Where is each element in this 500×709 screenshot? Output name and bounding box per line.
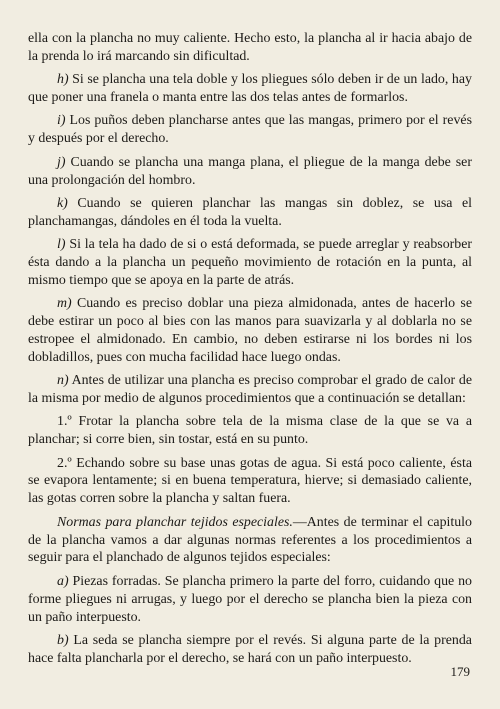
paragraph-h	[28, 71, 472, 107]
paragraph-text: Echando sobre su base unas gotas de agua. Si está poco caliente, ésta se evapora lentamente; si en buena temperatura, hierve; si demasiado caliente, las gotas corren sobre la plancha y saltan fuera.	[28, 455, 472, 507]
paragraph-j	[28, 154, 472, 190]
paragraph-text: Si se plancha una tela doble y los pliegues sólo deben ir de un lado, hay que poner una franela o manta entre las dos telas antes de formarlos.	[28, 72, 472, 106]
paragraph-marker: l)	[57, 237, 66, 253]
paragraph-l	[28, 236, 472, 290]
section-heading: Normas para planchar tejidos especiales.	[57, 514, 293, 530]
paragraph-i	[28, 112, 472, 148]
paragraph-text: ella con la plancha no muy caliente. Hecho esto, la plancha al ir hacia abajo de la prenda lo irá marcando sin dificultad.	[28, 31, 472, 64]
paragraph-text: Cuando se quieren planchar las mangas sin doblez, se usa el planchamangas, dándoles en él toda la vuelta.	[28, 195, 472, 229]
paragraph-text: Cuando se plancha una manga plana, el pliegue de la manga debe ser una prolongación del hombro.	[28, 154, 472, 188]
paragraph-text: Los puños deben plancharse antes que las mangas, primero por el revés y después por el derecho.	[28, 113, 472, 147]
paragraph-text: La seda se plancha siempre por el revés. Si alguna parte de la prenda hace falta plancharla por el derecho, se hará con un paño interpuesto.	[28, 632, 472, 666]
paragraph-text: Cuando es preciso doblar una pieza almidonada, antes de hacerlo se debe estirar un poco al bies con las manos para suavizarla y al doblarla no se estropee el almidonado. En cambio, no deben estirarse ni los bordes ni los dobladillos, pues con mucha facilidad hace luego ondas.	[28, 296, 472, 365]
paragraph-marker: h)	[57, 72, 69, 88]
paragraph-m	[28, 295, 472, 367]
paragraph-step-2	[28, 455, 472, 509]
paragraph-b	[28, 632, 472, 668]
paragraph-continuation	[28, 30, 472, 66]
paragraph-marker: m)	[57, 296, 72, 312]
paragraph-step-1	[28, 413, 472, 449]
paragraph-text: Si la tela ha dado de si o está deformada, se puede arreglar y reabsorber ésta dando a la plancha un pequeño movimiento de rotación en la punta, al mismo tiempo que se apoya en la parte de atrás.	[28, 237, 473, 288]
paragraph-text: Frotar la plancha sobre tela de la misma clase de la que se va a planchar; si corre bien, sin tostar, está en su punto.	[28, 414, 472, 448]
paragraph-marker: 2.º	[57, 455, 72, 471]
paragraph-k	[28, 195, 472, 231]
paragraph-marker: 1.º	[57, 414, 72, 430]
paragraph-normas	[28, 514, 472, 568]
paragraph-marker: b)	[57, 632, 69, 648]
paragraph-marker: i)	[57, 113, 66, 129]
paragraph-a	[28, 573, 472, 627]
paragraph-marker: a)	[57, 573, 69, 589]
paragraph-marker: k)	[57, 195, 68, 211]
paragraph-n	[28, 372, 472, 408]
paragraph-text: Antes de utilizar una plancha es preciso comprobar el grado de calor de la misma por medio de algunos procedimientos que a continuación se detallan:	[28, 373, 472, 407]
paragraph-marker: n)	[57, 373, 69, 389]
paragraph-text: Piezas forradas. Se plancha primero la parte del forro, cuidando que no forme pliegues ni arrugas, y luego por el derecho se plancha bien la pieza con un paño interpuesto.	[28, 573, 472, 625]
paragraph-text: —Antes de terminar el capitulo de la plancha vamos a dar algunas normas referentes a los procedimientos a seguir para el planchado de algunos tejidos especiales:	[28, 514, 472, 566]
page-number: 179	[450, 664, 470, 679]
page-body	[28, 30, 472, 673]
paragraph-marker: j)	[57, 154, 66, 170]
